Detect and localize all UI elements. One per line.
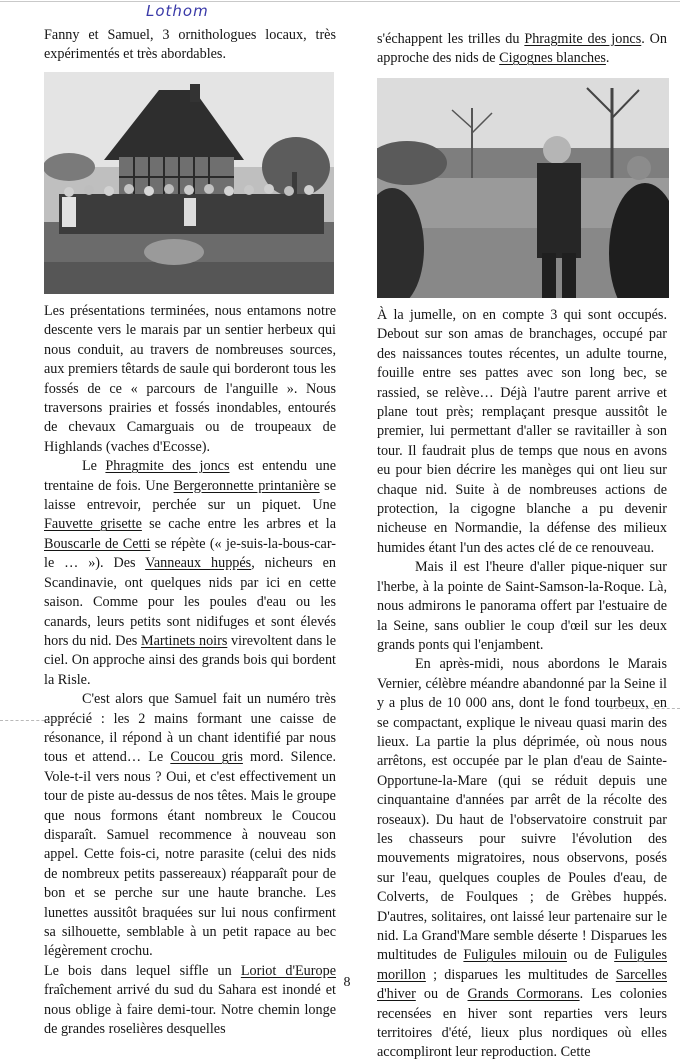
right-column-intro	[377, 30, 667, 69]
text-run: . On approche des nids de	[377, 31, 668, 67]
text-run: Le	[82, 458, 106, 475]
text-run: ; disparues les multitudes de	[425, 966, 616, 983]
text-run: se répète (« je-suis-la-bous-car-le … »). Des	[44, 535, 336, 572]
page-number: 8	[343, 975, 351, 990]
text-run: virevoltent dans le ciel. On approche ainsi des grands bois qui bordent la Risle.	[44, 632, 336, 688]
paragraph-picnic: Mais il est l'heure d'aller pique-niquer sur l'herbe, à la pointe de Saint-Samson-la-Roque. Là, nous admirons le panorama offert par l'estuaire de la Seine, sans oublier le coup d'œil sur les deux grands ponts qui l'enjambent.	[377, 559, 667, 653]
text-run: fraîchement arrivé du sud du Sahara est inondé et nous oblige à faire demi-tour. Notre chemin longe de grandes roselières desquelles	[44, 982, 336, 1038]
text-run: Le bois dans lequel siffle un	[44, 962, 241, 979]
text-run: se laisse entrevoir, perchée sur un piquet. Une	[44, 477, 336, 514]
group-photo-manor	[44, 72, 334, 294]
text-run: s'échappent les trilles du	[377, 31, 525, 47]
text-run: , nicheurs en Scandinavie, ont quelques nids par ici en cette saison. Comme pour les poules d'eau ou les canards, leurs petits sont nidifuges et sont élevés hors du nid. Des	[44, 555, 336, 649]
bird-name: Bouscarle de Cetti	[44, 535, 151, 552]
paragraph-oriole	[44, 962, 336, 1040]
left-column-body	[44, 302, 336, 1039]
intro-paragraph-left: Fanny et Samuel, 3 ornithologues locaux, très expérimentés et très abordables.	[44, 27, 336, 63]
bird-name: Martinets noirs	[140, 632, 228, 649]
text-run: .	[605, 50, 610, 67]
bird-name: Grands Cormorans	[467, 986, 580, 1003]
bird-name: Vanneaux huppés	[145, 555, 252, 572]
paragraph-bird-sightings	[44, 457, 336, 690]
bird-name: Bergeronnette printanière	[173, 477, 320, 494]
birdwatchers-photo-image	[377, 78, 669, 298]
paragraph-marais-vernier	[377, 655, 667, 1063]
bird-name: Phragmite des joncs	[524, 31, 642, 47]
bird-name: Fuligules milouin	[463, 947, 567, 964]
bird-name: Coucou gris	[170, 749, 243, 766]
bird-name: Loriot d'Europe	[240, 962, 336, 979]
text-run: se cache entre les arbres et la	[141, 516, 336, 533]
scan-artifact-line	[0, 720, 60, 721]
bird-name: Fuligules morillon	[377, 947, 667, 983]
bird-name: Fauvette grisette	[44, 516, 142, 533]
intro-paragraph-right	[377, 30, 667, 69]
scan-artifact-line	[610, 708, 680, 709]
birdwatchers-field-photo	[377, 78, 669, 298]
bird-name: Phragmite des joncs	[105, 458, 230, 475]
bird-name: Cigognes blanches	[499, 50, 606, 67]
paragraph-descent: Les présentations terminées, nous entamons notre descente vers le marais par un sentier herbeux qui nous conduit, au travers de nombreuses sources, aux premiers têtards de saule qui borderont tous les fossés de ce « parcours de l'anguille ». Nous traversons prairies et fossés inondables, entourés de chevaux Camarguais ou de troupeaux de Highlands (vaches d'Ecosse).	[44, 303, 336, 455]
text-run: En après-midi, nous abordons le Marais Vernier, célèbre méandre abandonné par la Seine il y a plus de 10 000 ans, dont le fond tourbeux, en se compactant, explique le niveau quasi marin des lieux. La partie la plus déprimée, où nous nous arrêtons, est occupée par le plan d'eau de Sainte-Opportune-la-Mare (qui se réduit depuis une cinquantaine d'années par arrêt de la récolte des roseaux). Du haut de l'observatoire construit par les chasseurs pour suivre l'évolution des mouvements migratoires, nous observons, posés sur l'eau, quelques couples de Poules d'eau, de Colverts, de Foulques ; de Grèbes huppés. D'autres, solitaires, ont laissé leur partenaire sur le nid. La Grand'Mare semble déserte ! Disparues les multitudes de	[377, 656, 667, 964]
text-run: mord. Silence. Vole-t-il vers nous ? Oui, et c'est effectivement un tour de piste au-dessus de nos têtes. Mais le groupe que nous formons étant nombreux le Coucou disparaît. Samuel recommence à nouveau son appel. Cette fois-ci, notre parasite (celui des nids de nombreux petits passereaux) réapparaît pour de bon et se perche sur une haute branche. Les lunettes aussitôt braquées sur lui nous confirment sa silhouette, semblable à un petit rapace au bec légèrement crochu.	[44, 749, 336, 960]
left-column-intro	[44, 26, 336, 65]
text-run: ou de	[566, 947, 615, 964]
right-column-body	[377, 306, 667, 1063]
text-run: ou de	[415, 986, 468, 1003]
group-photo-image	[44, 72, 334, 294]
handwritten-annotation: Lothom	[146, 2, 209, 20]
text-run: . Les colonies recensées en hiver sont reparties vers leurs territoires d'été, lieux plus nordiques où elles accompliront leur reproduction. Cette	[377, 986, 668, 1061]
bird-name: Sarcelles d'hiver	[377, 966, 667, 1003]
text-run: est entendu une trentaine de fois. Une	[44, 458, 336, 494]
scan-edge-line	[0, 1, 680, 2]
paragraph-stork-nests: À la jumelle, on en compte 3 qui sont occupés. Debout sur son amas de branchages, occupé par des naissances toutes récentes, un adulte tourne, fouille entre ses pattes avec son long bec, se rassied, se relève… Déjà l'autre parent arrive et plane tout près; remplaçant presque aussitôt le premier, lui permettant d'aller se ravitailler à son tour. Il faudrait plus de temps que nous en avons eu pour bien décrire les manèges qui ont lieu sur chaque nid. Suite à de nombreuses actions de protection, la cigogne blanche a pu devenir nicheuse en Normandie, la défense des milieux humides étant l'un des actes clé de ce renouveau.	[377, 307, 667, 556]
paragraph-cuckoo	[44, 690, 336, 962]
text-run: C'est alors que Samuel fait un numéro très apprécié : les 2 mains formant une caisse de résonance, il répond à un chant identifié par nous tous et attend… Le	[44, 691, 336, 766]
